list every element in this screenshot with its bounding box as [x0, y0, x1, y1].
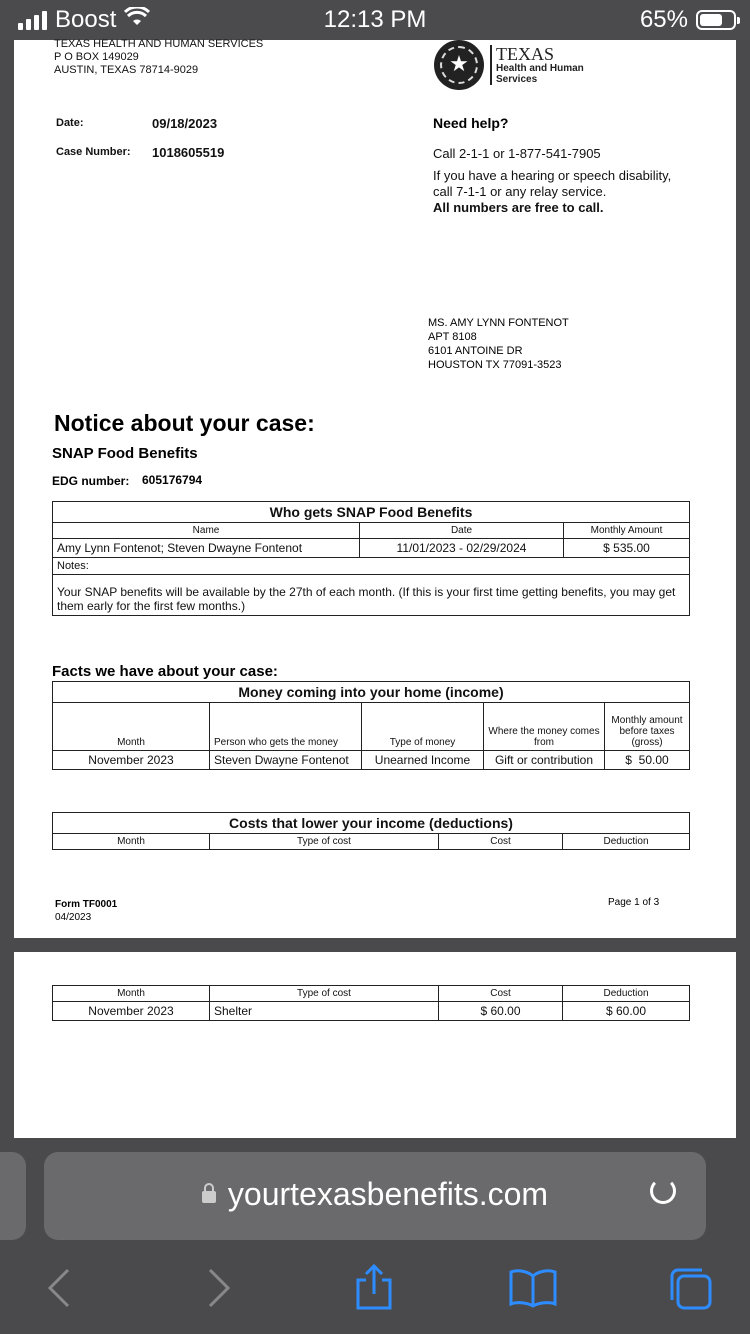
monthly-amount: $ 535.00	[564, 539, 690, 558]
table-title: Who gets SNAP Food Benefits	[53, 502, 690, 523]
deductions-table-continued: Month Type of cost Cost Deduction November 2023 Shelter $ 60.00 $ 60.00	[52, 985, 690, 1021]
status-bar	[0, 0, 750, 40]
date-value: 09/18/2023	[152, 116, 218, 131]
bookmarks-button[interactable]	[508, 1268, 558, 1318]
tabs-button[interactable]	[666, 1266, 716, 1322]
hhs-logo: ★ TEXAS Health and Human Services	[434, 40, 584, 90]
notice-title: Notice about your case:	[54, 410, 315, 436]
help-hearing: If you have a hearing or speech disability, call 7-1-1 or any relay service. All numbers are free to call.	[433, 168, 672, 215]
carrier: Boost	[55, 6, 117, 33]
edg-number: 605176794	[142, 473, 203, 487]
texas-seal-icon: ★	[434, 40, 484, 90]
notice-subtitle: SNAP Food Benefits	[52, 445, 198, 462]
previous-tab-pill[interactable]	[0, 1152, 26, 1240]
recipient-names: Amy Lynn Fontenot; Steven Dwayne Fontenot	[53, 539, 360, 558]
edg-label: EDG number:	[52, 474, 130, 488]
url-text: yourtexasbenefits.com	[227, 1176, 549, 1212]
browser-toolbar	[0, 1138, 750, 1334]
forward-button[interactable]	[204, 1268, 234, 1318]
help-phone: Call 2-1-1 or 1-877-541-7905	[433, 146, 601, 161]
help-title: Need help?	[433, 115, 509, 131]
reload-icon[interactable]	[650, 1178, 676, 1204]
recipient-address: MS. AMY LYNN FONTENOT APT 8108 6101 ANTOINE DR HOUSTON TX 77091-3523	[428, 317, 569, 371]
facts-title: Facts we have about your case:	[52, 663, 278, 680]
case-number-label: Case Number:	[56, 146, 131, 158]
clock: 12:13 PM	[323, 6, 427, 33]
battery-icon	[696, 10, 736, 30]
benefit-dates: 11/01/2023 - 02/29/2024	[360, 539, 564, 558]
back-button[interactable]	[44, 1268, 74, 1318]
notes-text: Your SNAP benefits will be available by the 27th of each month. (If this is your first time getting benefits, you may get them early for the first few months.)	[53, 575, 690, 616]
battery-percent: 65%	[639, 6, 688, 33]
lock-icon	[202, 1191, 216, 1203]
sender-address: TEXAS HEALTH AND HUMAN SERVICES P O BOX 149029 AUSTIN, TEXAS 78714-9029	[54, 38, 264, 76]
form-date: 04/2023	[55, 912, 92, 923]
document-page-2[interactable]	[14, 952, 736, 1138]
case-number-value: 1018605519	[152, 145, 225, 160]
deductions-table: Costs that lower your income (deductions) Month Type of cost Cost Deduction	[52, 812, 690, 850]
page-number: Page 1 of 3	[608, 897, 660, 908]
document-page-1[interactable]	[14, 40, 736, 938]
income-table: Money coming into your home (income) Month Person who gets the money Type of money Where the money comes from Monthly amount before taxes (gross) November 2023 Steven Dwayne Fontenot Unearned Income Gift or contribution $ 50.00	[52, 681, 690, 770]
who-gets-table: Who gets SNAP Food Benefits Name Date Monthly Amount Amy Lynn Fontenot; Steven Dwayne Fontenot 11/01/2023 - 02/29/2024 $ 535.00 Notes: Your SNAP benefits will be available by the 27th of each month. (If this is your first time getting benefits, you may get them early for the first few months.)	[52, 501, 690, 616]
address-bar[interactable]	[44, 1152, 706, 1240]
date-label: Date:	[56, 117, 84, 129]
share-button[interactable]	[354, 1262, 394, 1322]
form-id: Form TF0001	[55, 899, 118, 910]
